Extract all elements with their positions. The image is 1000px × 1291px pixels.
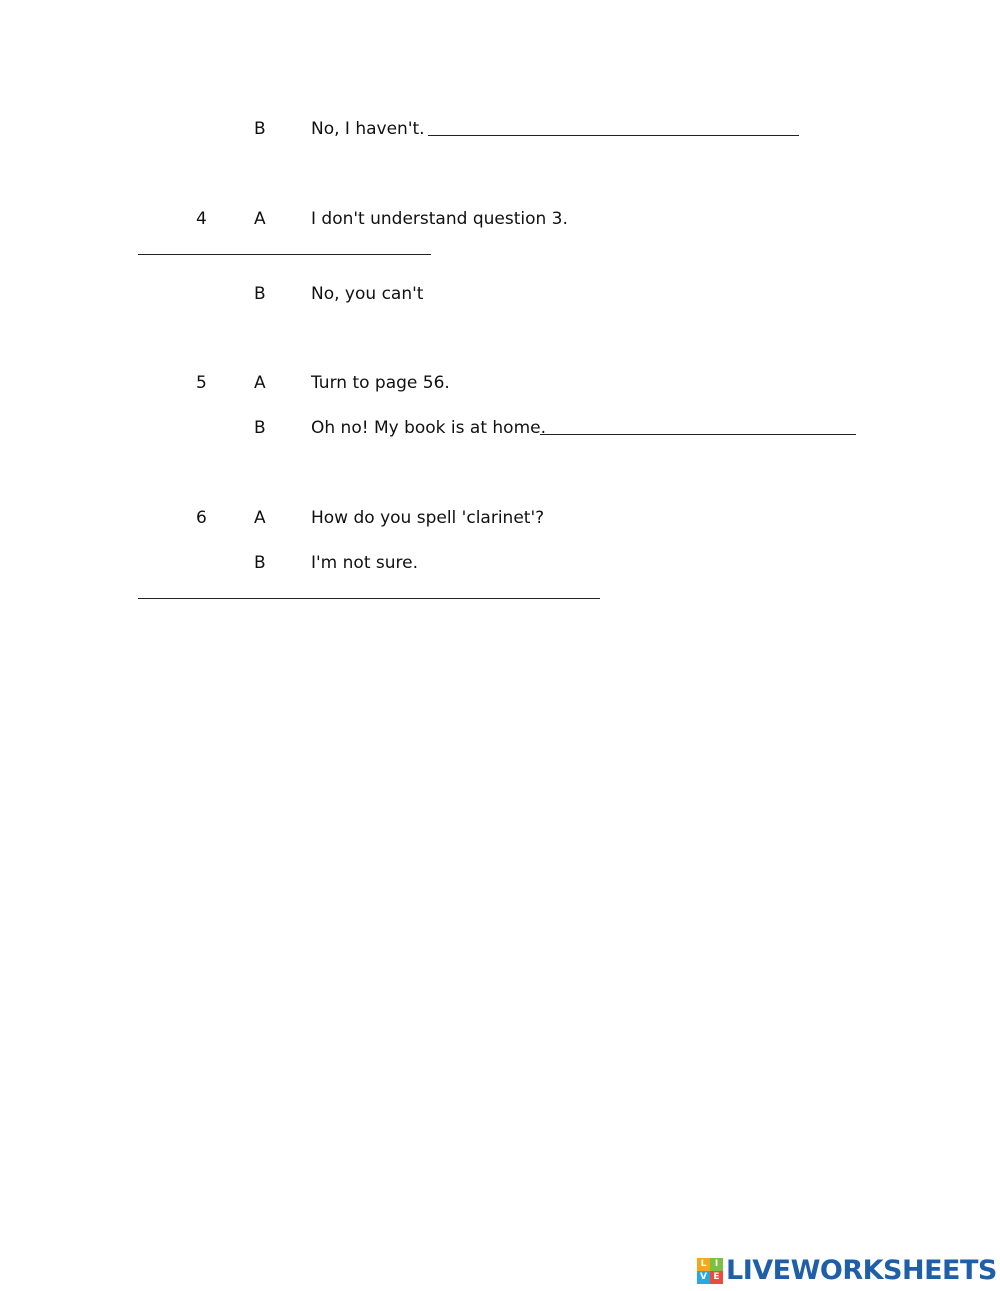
dialogue-line: Oh no! My book is at home. bbox=[311, 418, 546, 438]
logo-text: LIVEWORKSHEETS bbox=[726, 1255, 997, 1286]
question-number: 5 bbox=[196, 373, 207, 393]
dialogue-line: I don't understand question 3. bbox=[311, 209, 568, 229]
speaker-label: B bbox=[254, 284, 266, 304]
dialogue-line: No, you can't bbox=[311, 284, 424, 304]
question-number: 6 bbox=[196, 508, 207, 528]
speaker-label: B bbox=[254, 553, 266, 573]
speaker-label: B bbox=[254, 418, 266, 438]
speaker-label: A bbox=[254, 508, 266, 528]
dialogue-line: Turn to page 56. bbox=[311, 373, 450, 393]
speaker-label: B bbox=[254, 119, 266, 139]
answer-blank[interactable] bbox=[540, 434, 856, 435]
answer-blank[interactable] bbox=[138, 598, 600, 599]
dialogue-line: I'm not sure. bbox=[311, 553, 419, 573]
logo-mark-icon: L I V E bbox=[697, 1258, 723, 1284]
dialogue-line: No, I haven't. bbox=[311, 119, 425, 139]
answer-blank[interactable] bbox=[428, 135, 799, 136]
speaker-label: A bbox=[254, 209, 266, 229]
question-number: 4 bbox=[196, 209, 207, 229]
liveworksheets-logo bbox=[697, 1257, 997, 1285]
speaker-label: A bbox=[254, 373, 266, 393]
dialogue-line: How do you spell 'clarinet'? bbox=[311, 508, 545, 528]
answer-blank[interactable] bbox=[138, 254, 431, 255]
